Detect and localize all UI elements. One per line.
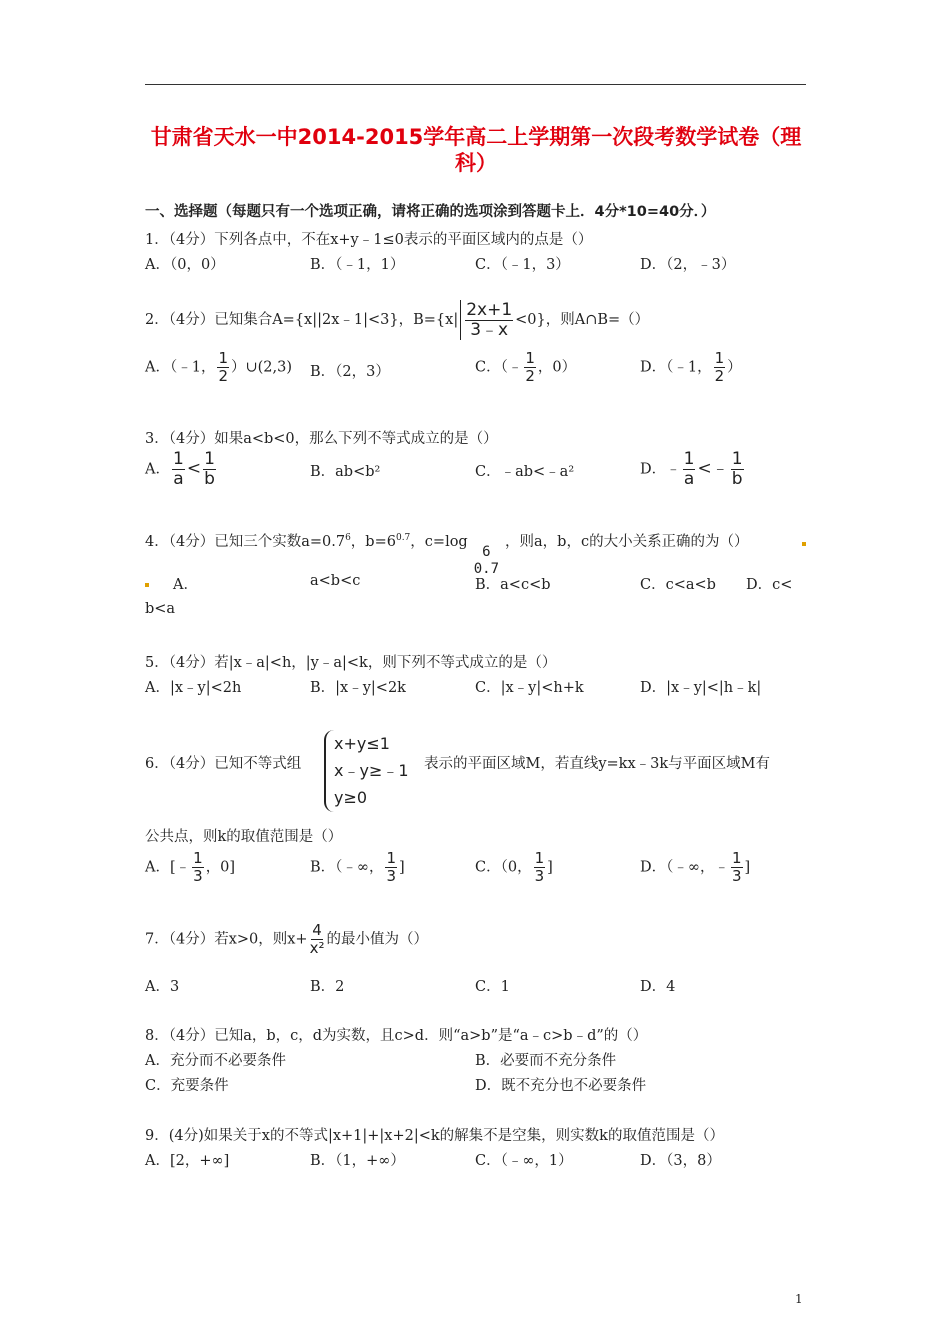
- question-7: 7．（4分）若x>0，则x+ $\frac{4}{\text{x²}}$ 的最小值为（）: [145, 921, 428, 957]
- question-3: 3．（4分）如果a<b<0，那么下列不等式成立的是（）: [145, 431, 498, 447]
- section-heading: 一、选择题（每题只有一个选项正确，请将正确的选项涂到答题卡上．4分*10=40分．）: [145, 204, 716, 220]
- q7-option-c: C．1: [475, 979, 510, 995]
- q6-option-c: C．（0， $\frac{1}{3}$ ]: [475, 849, 553, 885]
- q4-option-a-value: a<b<c: [310, 573, 361, 589]
- question-6-part-3: 公共点，则k的取值范围是（）: [145, 829, 343, 845]
- q7-option-b: B．2: [310, 979, 345, 995]
- q5-option-c: C．|x﹣y|<h+k: [475, 680, 584, 696]
- decorative-dot: [145, 583, 149, 587]
- q5-option-a: A．|x﹣y|<2h: [145, 680, 242, 696]
- q8-option-d: D．既不充分也不必要条件: [475, 1078, 647, 1094]
- q8-option-a: A．充分而不必要条件: [145, 1053, 286, 1069]
- question-5: 5．（4分）若|x﹣a|<h，|y﹣a|<k，则下列不等式成立的是（）: [145, 655, 557, 671]
- page-title: [140, 124, 812, 176]
- q6-option-b: B．（﹣∞， $\frac{1}{3}$ ]: [310, 849, 405, 885]
- question-9: 9．(4分)如果关于x的不等式|x+1|+|x+2|<k的解集不是空集，则实数k的取值范围是（）: [145, 1128, 724, 1144]
- q3-option-a: A． $\frac{1}{a}$ < $\frac{1}{b}$: [145, 449, 215, 489]
- header-rule: [145, 84, 806, 85]
- q4-option-c: C．c<a<b: [640, 577, 716, 593]
- question-6-part-2: 表示的平面区域M，若直线y=kx﹣3k与平面区域M有: [424, 756, 771, 772]
- q9-option-d: D．（3，8）: [640, 1153, 721, 1169]
- question-1: 1．（4分）下列各点中，不在x+y﹣1≤0表示的平面区域内的点是（）: [145, 232, 593, 248]
- q5-option-b: B．|x﹣y|<2k: [310, 680, 406, 696]
- title-line-1: 甘肃省天水一中2014-2015学年高二上学期第一次段考数学试卷（理: [150, 125, 802, 149]
- question-8: 8．（4分）已知a，b，c，d为实数，且c>d．则“a>b”是“a﹣c>b﹣d”的（）: [145, 1028, 648, 1044]
- q1-option-c: C．（﹣1，3）: [475, 257, 570, 273]
- title-line-2: 科）: [455, 151, 497, 175]
- q1-option-b: B．（﹣1，1）: [310, 257, 405, 273]
- q7-option-d: D．4: [640, 979, 676, 995]
- q2-option-a: A．（﹣1， $\frac{1}{2}$ ）∪(2,3): [145, 349, 293, 385]
- q3-option-c: C．﹣ab<﹣a²: [475, 464, 575, 480]
- q1-option-a: A．（0，0）: [145, 257, 225, 273]
- question-2: 2．（4分）已知集合A={x||2x﹣1|<3}，B={x| $\frac{2x+1}{3﹣x}$ <0}，则A∩B=（）: [145, 299, 650, 340]
- q4-option-d: D．c<: [746, 577, 793, 593]
- question-4: 4．（4分）已知三个实数$a=0.7^6$，$b=6^{0.7}$，c=log 6 0.7 ，则a，b，c的大小关系正确的为（）: [145, 533, 749, 577]
- q2-option-c: C．（﹣ $\frac{1}{2}$ ，0）: [475, 349, 577, 385]
- q1-option-d: D．（2，﹣3）: [640, 257, 736, 273]
- question-6-part-1: 6．（4分）已知不等式组: [145, 756, 302, 772]
- q2-option-d: D．（﹣1， $\frac{1}{2}$ ）: [640, 349, 742, 385]
- q4-option-d-cont: b<a: [145, 601, 176, 617]
- decorative-dot: [802, 542, 806, 546]
- q3-option-b: B．ab<b²: [310, 464, 381, 480]
- q8-option-c: C．充要条件: [145, 1078, 229, 1094]
- q9-option-c: C．（﹣∞，1）: [475, 1153, 573, 1169]
- inequality-system: x+y≤1 x﹣y≥﹣1 y≥0: [324, 730, 409, 812]
- q9-option-a: A．[2，+∞]: [145, 1153, 230, 1169]
- q4-option-b: B．a<c<b: [475, 577, 551, 593]
- q5-option-d: D．|x﹣y|<|h﹣k|: [640, 680, 762, 696]
- q7-option-a: A．3: [145, 979, 180, 995]
- q8-option-b: B．必要而不充分条件: [475, 1053, 617, 1069]
- q9-option-b: B．（1，+∞）: [310, 1153, 405, 1169]
- q2-option-b: B．（2，3）: [310, 364, 390, 380]
- q4-option-a: A．: [173, 577, 198, 593]
- q6-option-a: A．[﹣ $\frac{1}{3}$ ，0]: [145, 849, 236, 885]
- q3-option-d: D．﹣ $\frac{1}{a}$ <﹣ $\frac{1}{b}$: [640, 449, 743, 489]
- page-number: 1: [795, 1292, 803, 1306]
- q2-fraction: $\frac{2x+1}{3﹣x}$: [466, 299, 513, 340]
- q6-option-d: D．（﹣∞，﹣ $\frac{1}{3}$ ]: [640, 849, 751, 885]
